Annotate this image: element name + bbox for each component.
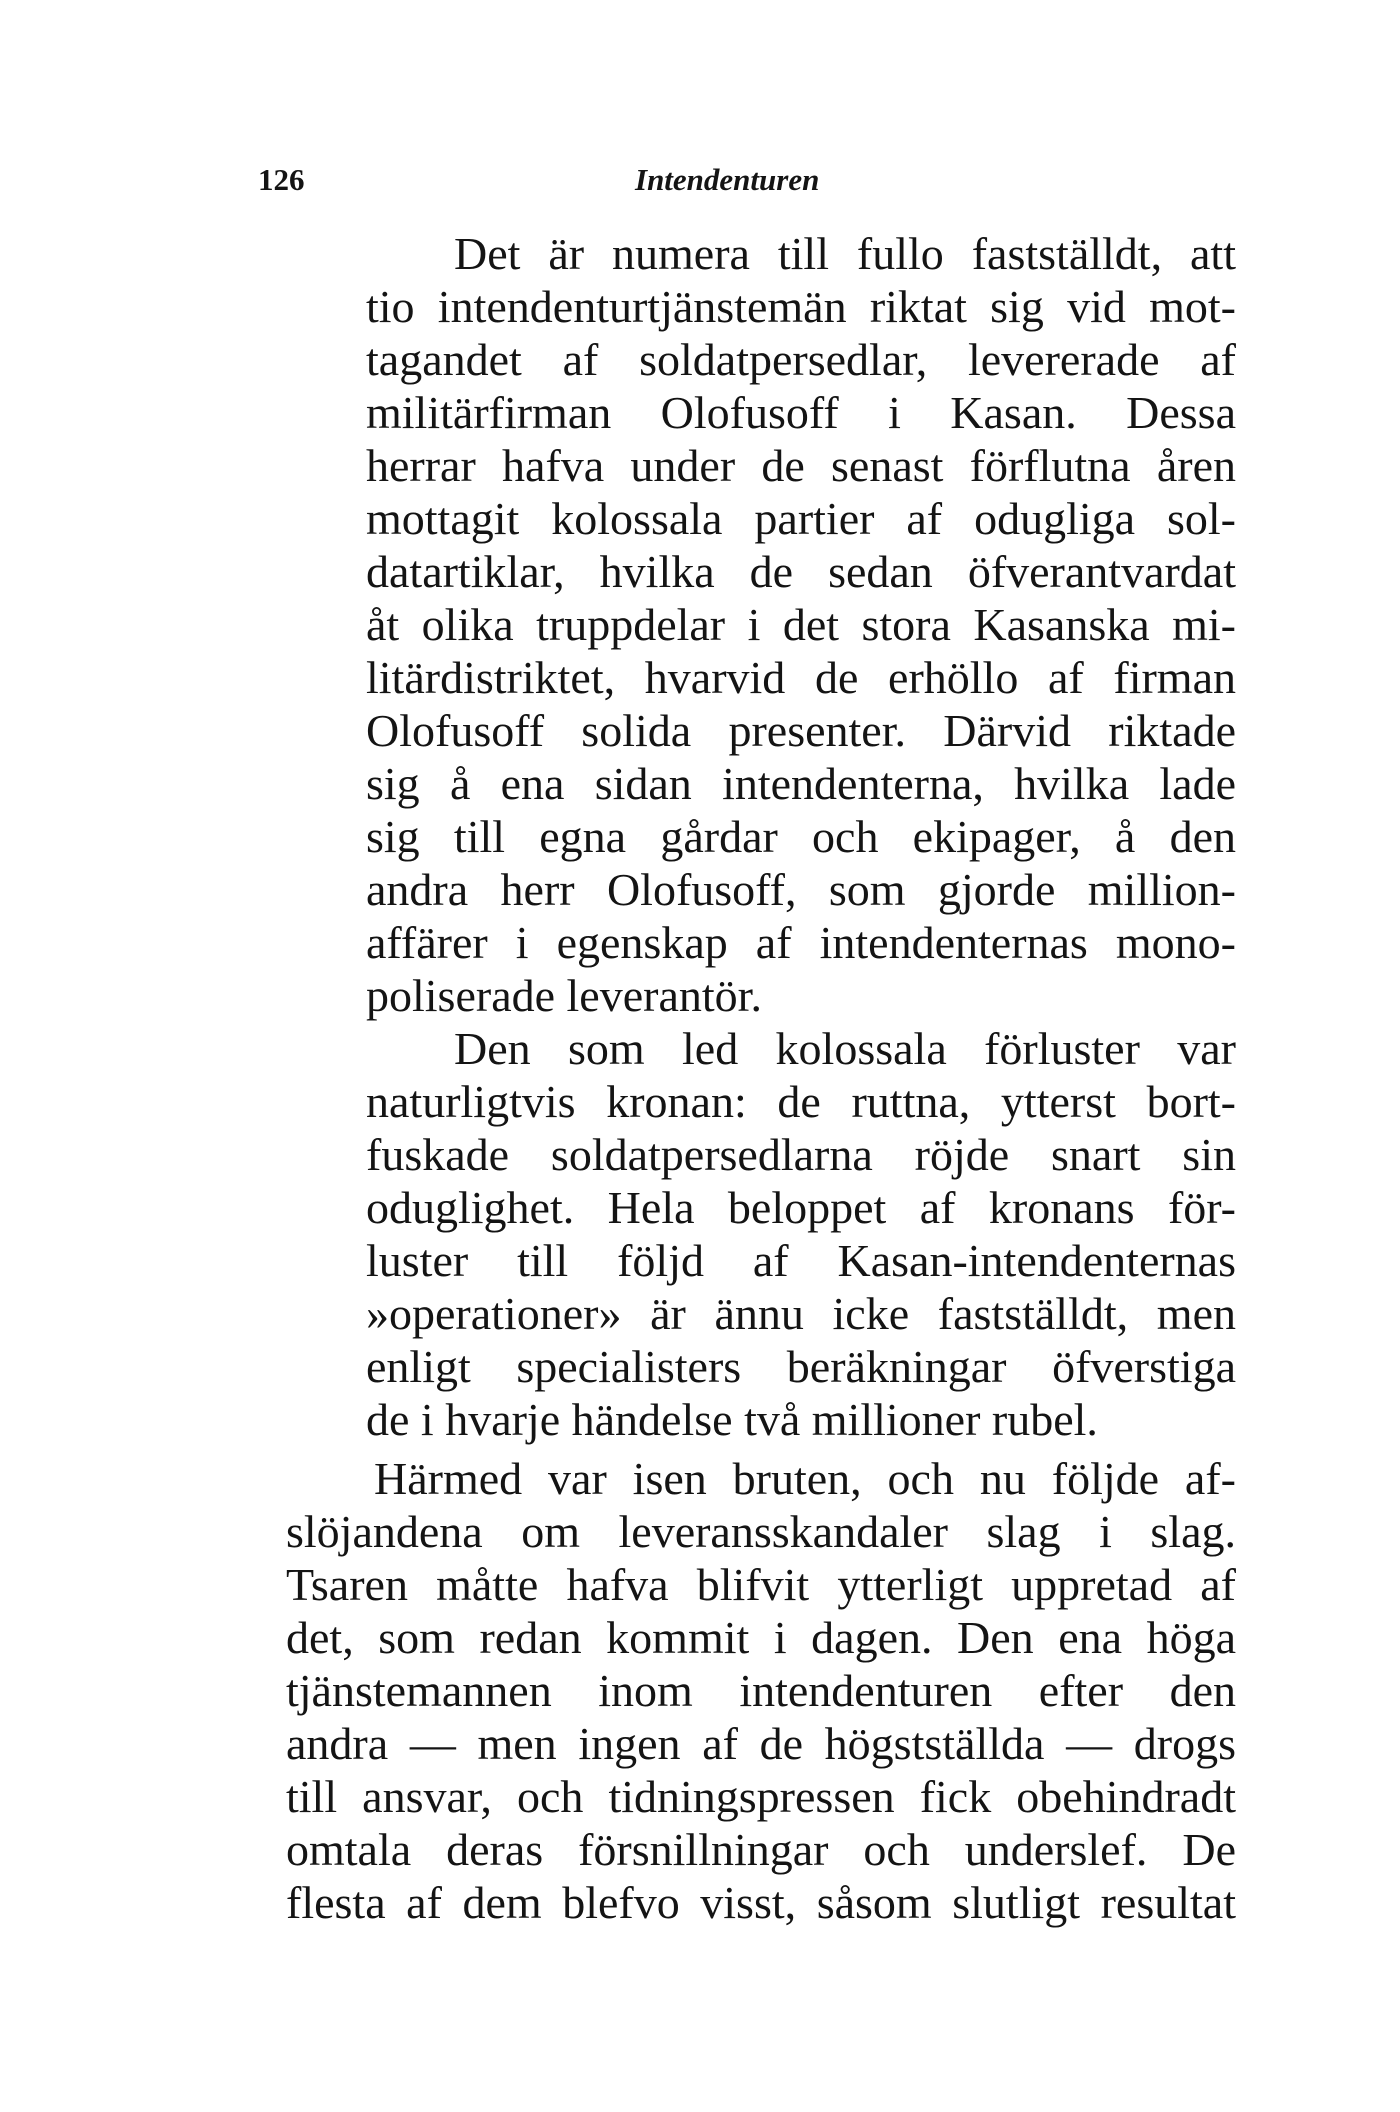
text-line: sig till egna gårdar och ekipager, å den: [366, 811, 1236, 862]
quoted-report-block: [366, 227, 1236, 1446]
text-line: omtala deras försnillningar och underslef. De: [286, 1824, 1236, 1875]
text-line: sig å ena sidan intendenterna, hvilka lade: [366, 758, 1236, 809]
text-line: flesta af dem blefvo visst, såsom slutligt resultat: [286, 1877, 1236, 1928]
text-line: andra herr Olofusoff, som gjorde million-: [366, 864, 1236, 915]
text-line: de i hvarje händelse två millioner rubel.: [366, 1394, 1098, 1445]
text-line: militärfirman Olofusoff i Kasan. Dessa: [366, 387, 1236, 438]
main-paragraph-1: [286, 1452, 1236, 1929]
text-line: Härmed var isen bruten, och nu följde af-: [374, 1453, 1236, 1504]
text-line: »operationer» är ännu icke fastställdt, men: [366, 1288, 1236, 1339]
text-line: tio intendenturtjänstemän riktat sig vid mot-: [366, 281, 1236, 332]
text-line: herrar hafva under de senast förflutna åren: [366, 440, 1236, 491]
text-line: Den som led kolossala förluster var: [454, 1023, 1236, 1074]
text-line: fuskade soldatpersedlarna röjde snart sin: [366, 1129, 1236, 1180]
quote-paragraph-2: [366, 1022, 1236, 1446]
text-line: datartiklar, hvilka de sedan öfverantvardat: [366, 546, 1236, 597]
text-line: mottagit kolossala partier af odugliga sol-: [366, 493, 1236, 544]
running-head: [258, 162, 1218, 202]
text-line: luster till följd af Kasan-intendenternas: [366, 1235, 1236, 1286]
text-line: tjänstemannen inom intendenturen efter den: [286, 1665, 1236, 1716]
text-line: oduglighet. Hela beloppet af kronans för-: [366, 1182, 1236, 1233]
running-title: Intendenturen: [635, 162, 820, 197]
text-line: slöjandena om leveransskandaler slag i slag.: [286, 1506, 1236, 1557]
text-line: andra — men ingen af de högstställda — drogs: [286, 1718, 1236, 1769]
text-line: Det är numera till fullo fastställdt, att: [454, 228, 1236, 279]
text-line: tagandet af soldatpersedlar, levererade af: [366, 334, 1236, 385]
text-line: till ansvar, och tidningspressen fick obehindradt: [286, 1771, 1236, 1822]
text-line: enligt specialisters beräkningar öfverstiga: [366, 1341, 1236, 1392]
text-line: litärdistriktet, hvarvid de erhöllo af firman: [366, 652, 1236, 703]
text-line: Tsaren måtte hafva blifvit ytterligt uppretad af: [286, 1559, 1236, 1610]
page-number: 126: [258, 162, 305, 197]
text-line: naturligtvis kronan: de ruttna, ytterst bort-: [366, 1076, 1236, 1127]
quote-paragraph-1: [366, 227, 1236, 1022]
text-line: affärer i egenskap af intendenternas mono-: [366, 917, 1236, 968]
text-line: Olofusoff solida presenter. Därvid riktade: [366, 705, 1236, 756]
main-text-block: [286, 1452, 1236, 1929]
text-line: åt olika truppdelar i det stora Kasanska mi-: [366, 599, 1236, 650]
text-line: det, som redan kommit i dagen. Den ena höga: [286, 1612, 1236, 1663]
text-line: poliserade leverantör.: [366, 970, 762, 1021]
